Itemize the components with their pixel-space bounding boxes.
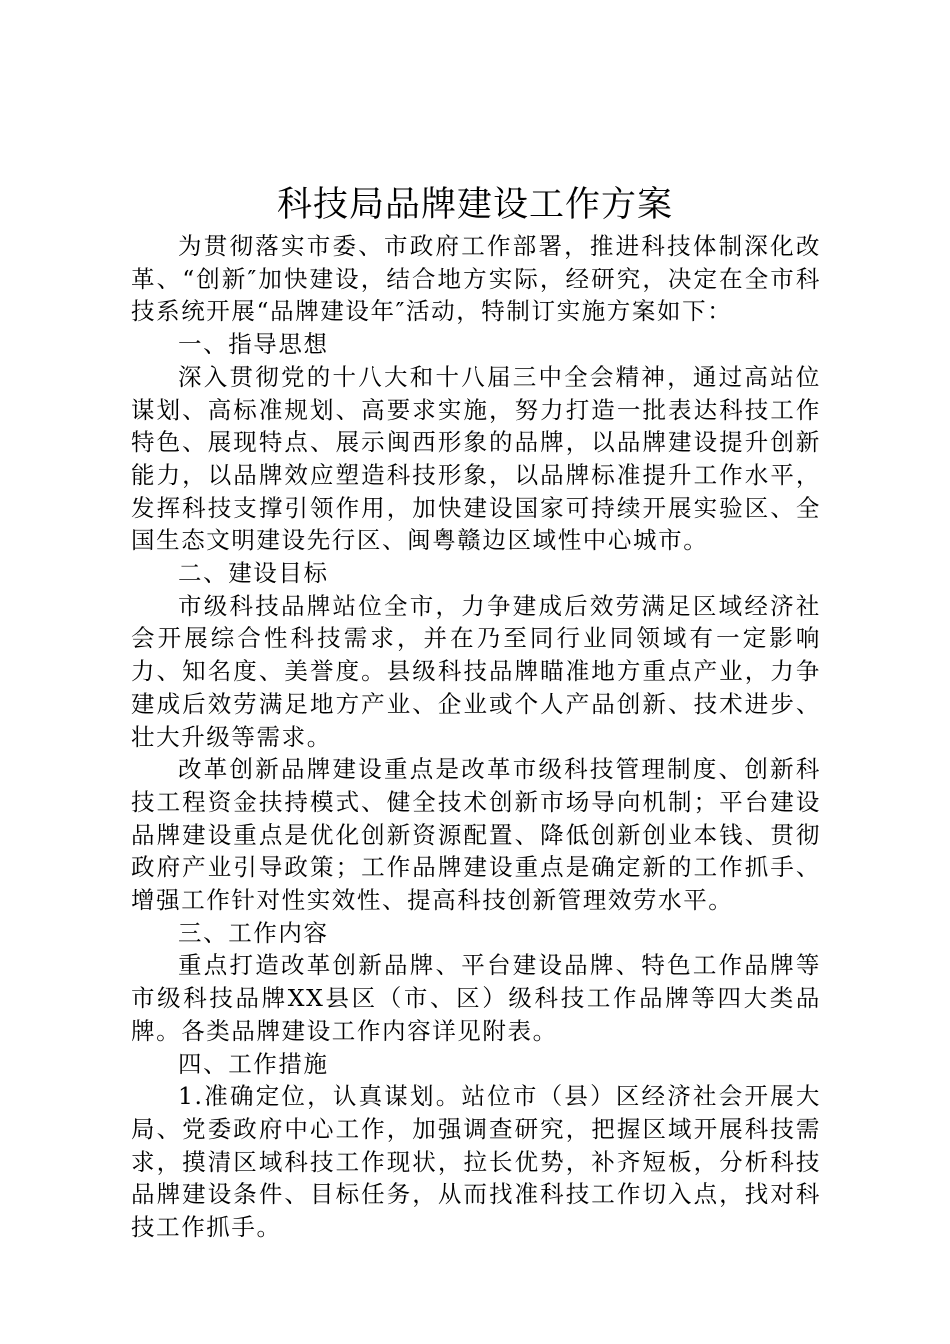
section-heading-work-content: 三、工作内容 (178, 918, 329, 947)
document-body (131, 230, 821, 1244)
intro-paragraph: 为贯彻落实市委、市政府工作部署，推进科技体制深化改革、“创新″加快建设，结合地方实际，经研究，决定在全市科技系统开展“品牌建设年″活动，特制订实施方案如下： (131, 232, 821, 326)
work-content-paragraph: 重点打造改革创新品牌、平台建设品牌、特色工作品牌等市级科技品牌XX县区（市、区）级科技工作品牌等四大类品牌。各类品牌建设工作内容详见附表。 (131, 951, 821, 1045)
section-heading-work-measures: 四、工作措施 (178, 1049, 329, 1078)
work-measures-paragraph-1: 1.准确定位，认真谋划。站位市（县）区经济社会开展大局、党委政府中心工作，加强调查研究，把握区域开展科技需求，摸清区域科技工作现状，拉长优势，补齐短板，分析科技品牌建设条件、目标任务，从而找准科技工作切入点，找对科技工作抓手。 (131, 1082, 821, 1242)
guiding-ideology-paragraph: 深入贯彻党的十八大和十八届三中全会精神，通过高站位谋划、高标准规划、高要求实施，努力打造一批表达科技工作特色、展现特点、展示闽西形象的品牌，以品牌建设提升创新能力，以品牌效应塑造科技形象，以品牌标准提升工作水平，发挥科技支撑引领作用，加快建设国家可持续开展实验区、全国生态文明建设先行区、闽粤赣边区域性中心城市。 (131, 362, 821, 555)
construction-goals-paragraph-2: 改革创新品牌建设重点是改革市级科技管理制度、创新科技工程资金扶持模式、健全技术创新市场导向机制；平台建设品牌建设重点是优化创新资源配置、降低创新创业本钱、贯彻政府产业引导政策；工作品牌建设重点是确定新的工作抓手、增强工作针对性实效性、提高科技创新管理效劳水平。 (131, 755, 821, 915)
construction-goals-paragraph-1: 市级科技品牌站位全市，力争建成后效劳满足区域经济社会开展综合性科技需求，并在乃至同行业同领域有一定影响力、知名度、美誉度。县级科技品牌瞄准地方重点产业，力争建成后效劳满足地方产业、企业或个人产品创新、技术进步、壮大升级等需求。 (131, 591, 821, 751)
document-title: 科技局品牌建设工作方案 (276, 185, 673, 225)
section-heading-construction-goals: 二、建设目标 (178, 559, 329, 588)
section-heading-guiding-ideology: 一、指导思想 (178, 330, 329, 359)
